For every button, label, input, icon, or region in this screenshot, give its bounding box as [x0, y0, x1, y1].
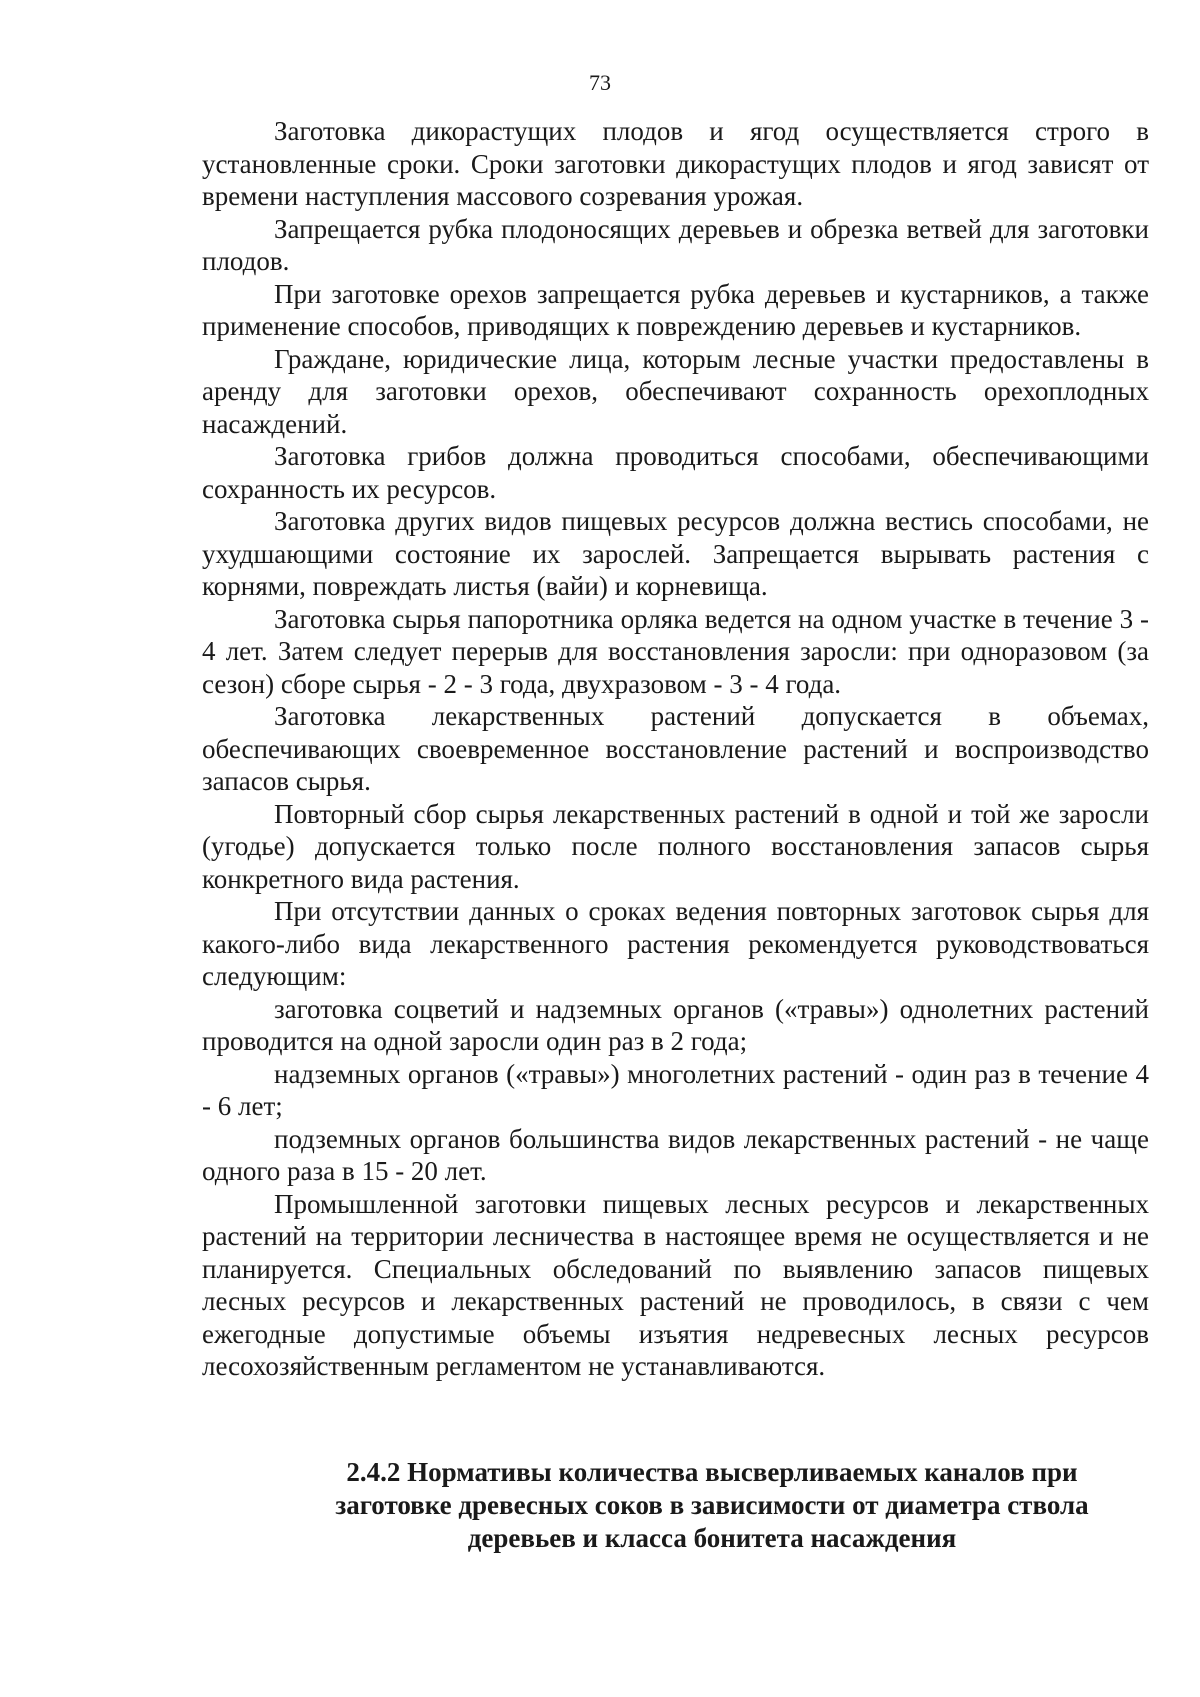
- paragraph-bracken-fern: Заготовка сырья папоротника орляка ведется на одном участке в течение 3 - 4 лет. Затем следует перерыв для восстановления заросли: при одноразовом (за сезон) сборе сырья - 2 - 3 года, двухразовом - 3 - 4 года.: [202, 603, 1149, 699]
- paragraph-perennial-plants-rule: надземных органов («травы») многолетних растений - один раз в течение 4 - 6 лет;: [202, 1058, 1149, 1121]
- paragraph-nut-lease: Граждане, юридические лица, которым лесные участки предоставлены в аренду для заготовки орехов, обеспечивают сохранность орехоплодных насаждений.: [202, 343, 1149, 439]
- section-heading-line: 2.4.2 Нормативы количества высверливаемых каналов при: [346, 1457, 1078, 1487]
- paragraph-nut-harvest: При заготовке орехов запрещается рубка деревьев и кустарников, а также применение способов, приводящих к повреждению деревьев и кустарников.: [202, 278, 1149, 341]
- paragraph-annual-plants-rule: заготовка соцветий и надземных органов («травы») однолетних растений проводится на одной заросли один раз в 2 года;: [202, 993, 1149, 1056]
- document-body: [202, 115, 1149, 1383]
- section-heading-line: деревьев и класса бонитета насаждения: [467, 1523, 957, 1553]
- paragraph-no-data-guidance: При отсутствии данных о сроках ведения повторных заготовок сырья для какого-либо вида лекарственного растения рекомендуется руководствоваться следующим:: [202, 896, 1149, 991]
- paragraph-industrial-harvest: Промышленной заготовки пищевых лесных ресурсов и лекарственных растений на территории лесничества в настоящее время не осуществляется и не планируется. Специальных обследований по выявлению запасов пищевых лесных ресурсов и лекарственных растений не проводилось, в связи с чем ежегодные допустимые объемы изъятия недревесных лесных ресурсов лесохозяйственным регламентом не устанавливаются.: [202, 1188, 1149, 1381]
- paragraph-underground-organs-rule: подземных органов большинства видов лекарственных растений - не чаще одного раза в 15 - 20 лет.: [202, 1123, 1149, 1186]
- paragraph-mushroom-harvest: Заготовка грибов должна проводиться способами, обеспечивающими сохранность их ресурсов.: [202, 441, 1149, 504]
- section-heading-line: заготовке древесных соков в зависимости от диаметра ствола: [335, 1490, 1089, 1520]
- page-number: 73: [589, 70, 611, 95]
- paragraph-fruit-tree-felling-ban: Запрещается рубка плодоносящих деревьев и обрезка ветвей для заготовки плодов.: [202, 213, 1149, 276]
- paragraph-repeated-collection: Повторный сбор сырья лекарственных растений в одной и той же заросли (угодье) допускается только после полного восстановления запасов сырья конкретного вида растения.: [202, 798, 1149, 894]
- paragraph-other-food-resources: Заготовка других видов пищевых ресурсов должна вестись способами, не ухудшающими состояние их зарослей. Запрещается вырывать растения с корнями, повреждать листья (вайи) и корневища.: [202, 506, 1149, 601]
- section-heading: [262, 1456, 1162, 1555]
- paragraph-medicinal-plants-volume: Заготовка лекарственных растений допускается в объемах, обеспечивающих своевременное восстановление растений и воспроизводство запасов сырья.: [202, 701, 1149, 796]
- paragraph-wild-fruit-harvest: Заготовка дикорастущих плодов и ягод осуществляется строго в установленные сроки. Сроки заготовки дикорастущих плодов и ягод зависят от времени наступления массового созревания урожая.: [202, 116, 1149, 211]
